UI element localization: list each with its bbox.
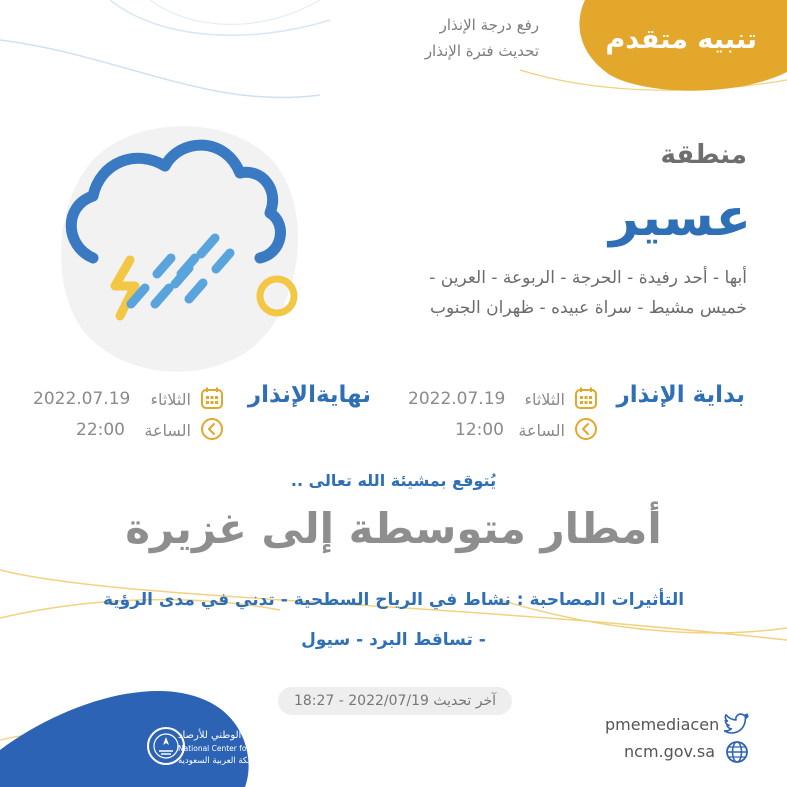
region-name: عسير bbox=[608, 188, 751, 248]
calendar-icon bbox=[200, 386, 224, 410]
warning-start-date: 2022.07.19 bbox=[408, 389, 506, 409]
cloud-rain-lightning-icon bbox=[55, 118, 315, 378]
advanced-warning-badge: تنبيه متقدم bbox=[605, 24, 757, 55]
last-update-badge: آخر تحديث 2022/07/19 - 18:27 bbox=[278, 687, 512, 715]
forecast-headline: أمطار متوسطة إلى غزيرة bbox=[125, 504, 662, 553]
footer-shape bbox=[0, 655, 260, 787]
warning-end-title: نهايةالإنذار bbox=[247, 382, 371, 408]
warning-end-date: 2022.07.19 bbox=[33, 389, 131, 409]
org-name-en: National Center for Meteorology bbox=[178, 744, 299, 753]
warning-start-time: 12:00 bbox=[455, 420, 504, 440]
status-line-raise: رفع درجة الإنذار bbox=[439, 16, 539, 34]
chevron-left-icon bbox=[200, 417, 224, 441]
org-name-ar: المركز الوطني للأرصاد bbox=[178, 730, 272, 741]
warning-end-time: 22:00 bbox=[76, 420, 125, 440]
forecast-intro: يُتوقع بمشيئة الله تعالى .. bbox=[290, 471, 497, 490]
org-country-ar: المملكة العربية السعودية bbox=[178, 756, 266, 766]
calendar-icon bbox=[574, 386, 598, 410]
region-label: منطقة bbox=[660, 140, 747, 170]
twitter-handle[interactable]: pmemediacen bbox=[605, 715, 720, 734]
cities-line-2: خميس مشيط - سراة عبيده - ظهران الجنوب bbox=[429, 298, 747, 318]
cities-line-1: أبها - أحد رفيدة - الحرجة - الربوعة - العرين - bbox=[429, 268, 747, 288]
website-link[interactable]: ncm.gov.sa bbox=[624, 742, 716, 761]
effects-line-1: التأثيرات المصاحبة : نشاط في الرياح السطحية - تدني في مدى الرؤية bbox=[102, 590, 685, 610]
warning-start-day: الثلاثاء bbox=[524, 390, 565, 409]
warning-end-time-label: الساعة bbox=[144, 421, 191, 440]
warning-end-day: الثلاثاء bbox=[150, 390, 191, 409]
effects-line-2: - تساقط البرد - سيول bbox=[301, 630, 486, 650]
globe-icon[interactable] bbox=[725, 740, 749, 764]
twitter-icon[interactable] bbox=[724, 712, 750, 734]
warning-start-time-label: الساعة bbox=[518, 421, 565, 440]
warning-start-title: بداية الإنذار bbox=[616, 382, 745, 408]
chevron-left-icon bbox=[574, 417, 598, 441]
status-line-update: تحديث فترة الإنذار bbox=[424, 42, 539, 60]
